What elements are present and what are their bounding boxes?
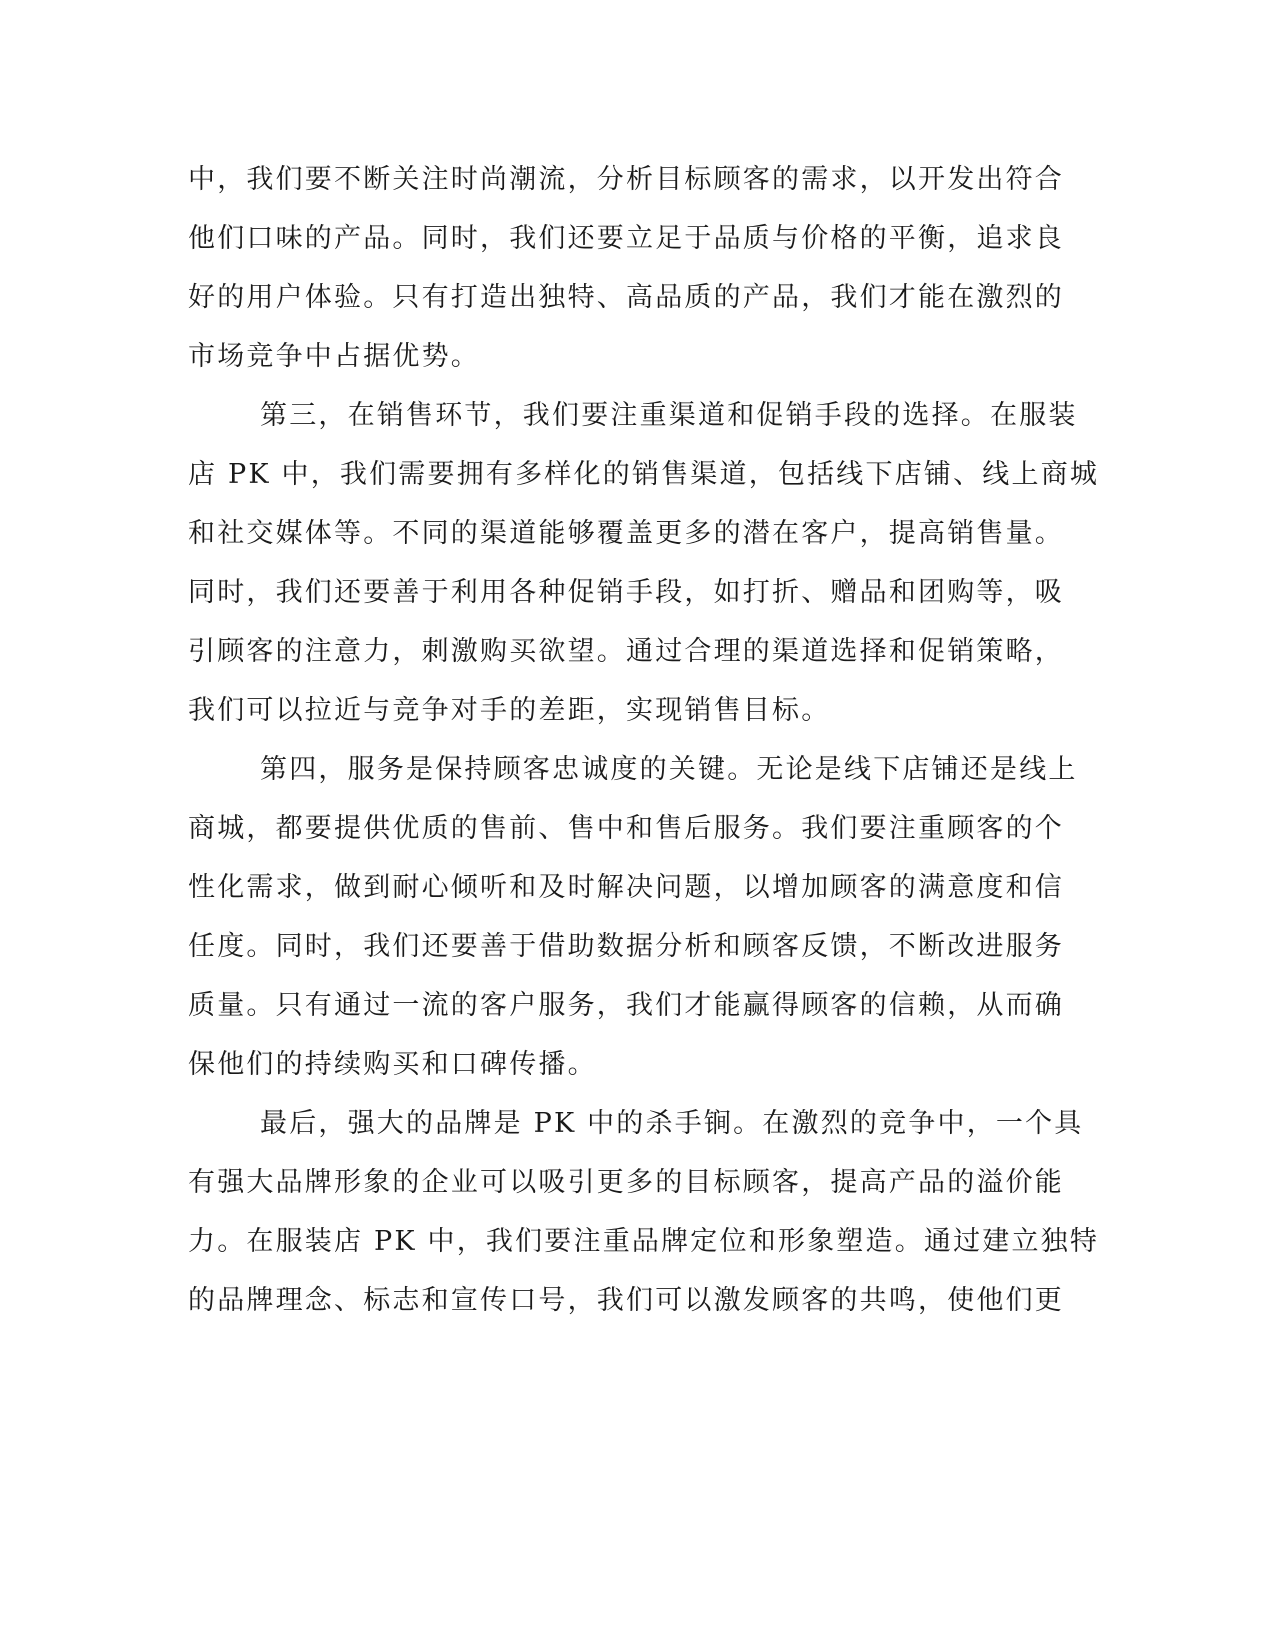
text-line: 商城，都要提供优质的售前、售中和售后服务。我们要注重顾客的个	[188, 813, 1064, 844]
text-line: 他们口味的产品。同时，我们还要立足于品质与价格的平衡，追求良	[188, 223, 1064, 254]
text-line: 有强大品牌形象的企业可以吸引更多的目标顾客，提高产品的溢价能	[188, 1167, 1064, 1198]
text-line: 任度。同时，我们还要善于借助数据分析和顾客反馈，不断改进服务	[188, 931, 1064, 962]
text-line: 同时，我们还要善于利用各种促销手段，如打折、赠品和团购等，吸	[188, 577, 1064, 608]
text-line: 的品牌理念、标志和宣传口号，我们可以激发顾客的共鸣，使他们更	[188, 1285, 1064, 1316]
text-line: 力。在服装店 PK 中，我们要注重品牌定位和形象塑造。通过建立独特	[188, 1226, 1100, 1257]
text-line: 中，我们要不断关注时尚潮流，分析目标顾客的需求，以开发出符合	[188, 164, 1064, 195]
text-line: 引顾客的注意力，刺激购买欲望。通过合理的渠道选择和促销策略，	[188, 636, 1064, 667]
text-line: 性化需求，做到耐心倾听和及时解决问题，以增加顾客的满意度和信	[188, 872, 1064, 903]
text-line: 市场竞争中占据优势。	[188, 341, 480, 372]
text-line: 和社交媒体等。不同的渠道能够覆盖更多的潜在客户，提高销售量。	[188, 518, 1064, 549]
text-line: 我们可以拉近与竞争对手的差距，实现销售目标。	[188, 695, 831, 726]
text-line: 好的用户体验。只有打造出独特、高品质的产品，我们才能在激烈的	[188, 282, 1064, 313]
text-line: 店 PK 中，我们需要拥有多样化的销售渠道，包括线下店铺、线上商城	[188, 459, 1100, 490]
text-line: 保他们的持续购买和口碑传播。	[188, 1049, 597, 1080]
paragraph-first-line: 第四，服务是保持顾客忠诚度的关键。无论是线下店铺还是线上	[260, 754, 1078, 785]
paragraph-first-line: 第三，在销售环节，我们要注重渠道和促销手段的选择。在服装	[260, 400, 1078, 431]
text-line: 质量。只有通过一流的客户服务，我们才能赢得顾客的信赖，从而确	[188, 990, 1064, 1021]
paragraph-first-line: 最后，强大的品牌是 PK 中的杀手锏。在激烈的竞争中，一个具	[260, 1108, 1084, 1139]
